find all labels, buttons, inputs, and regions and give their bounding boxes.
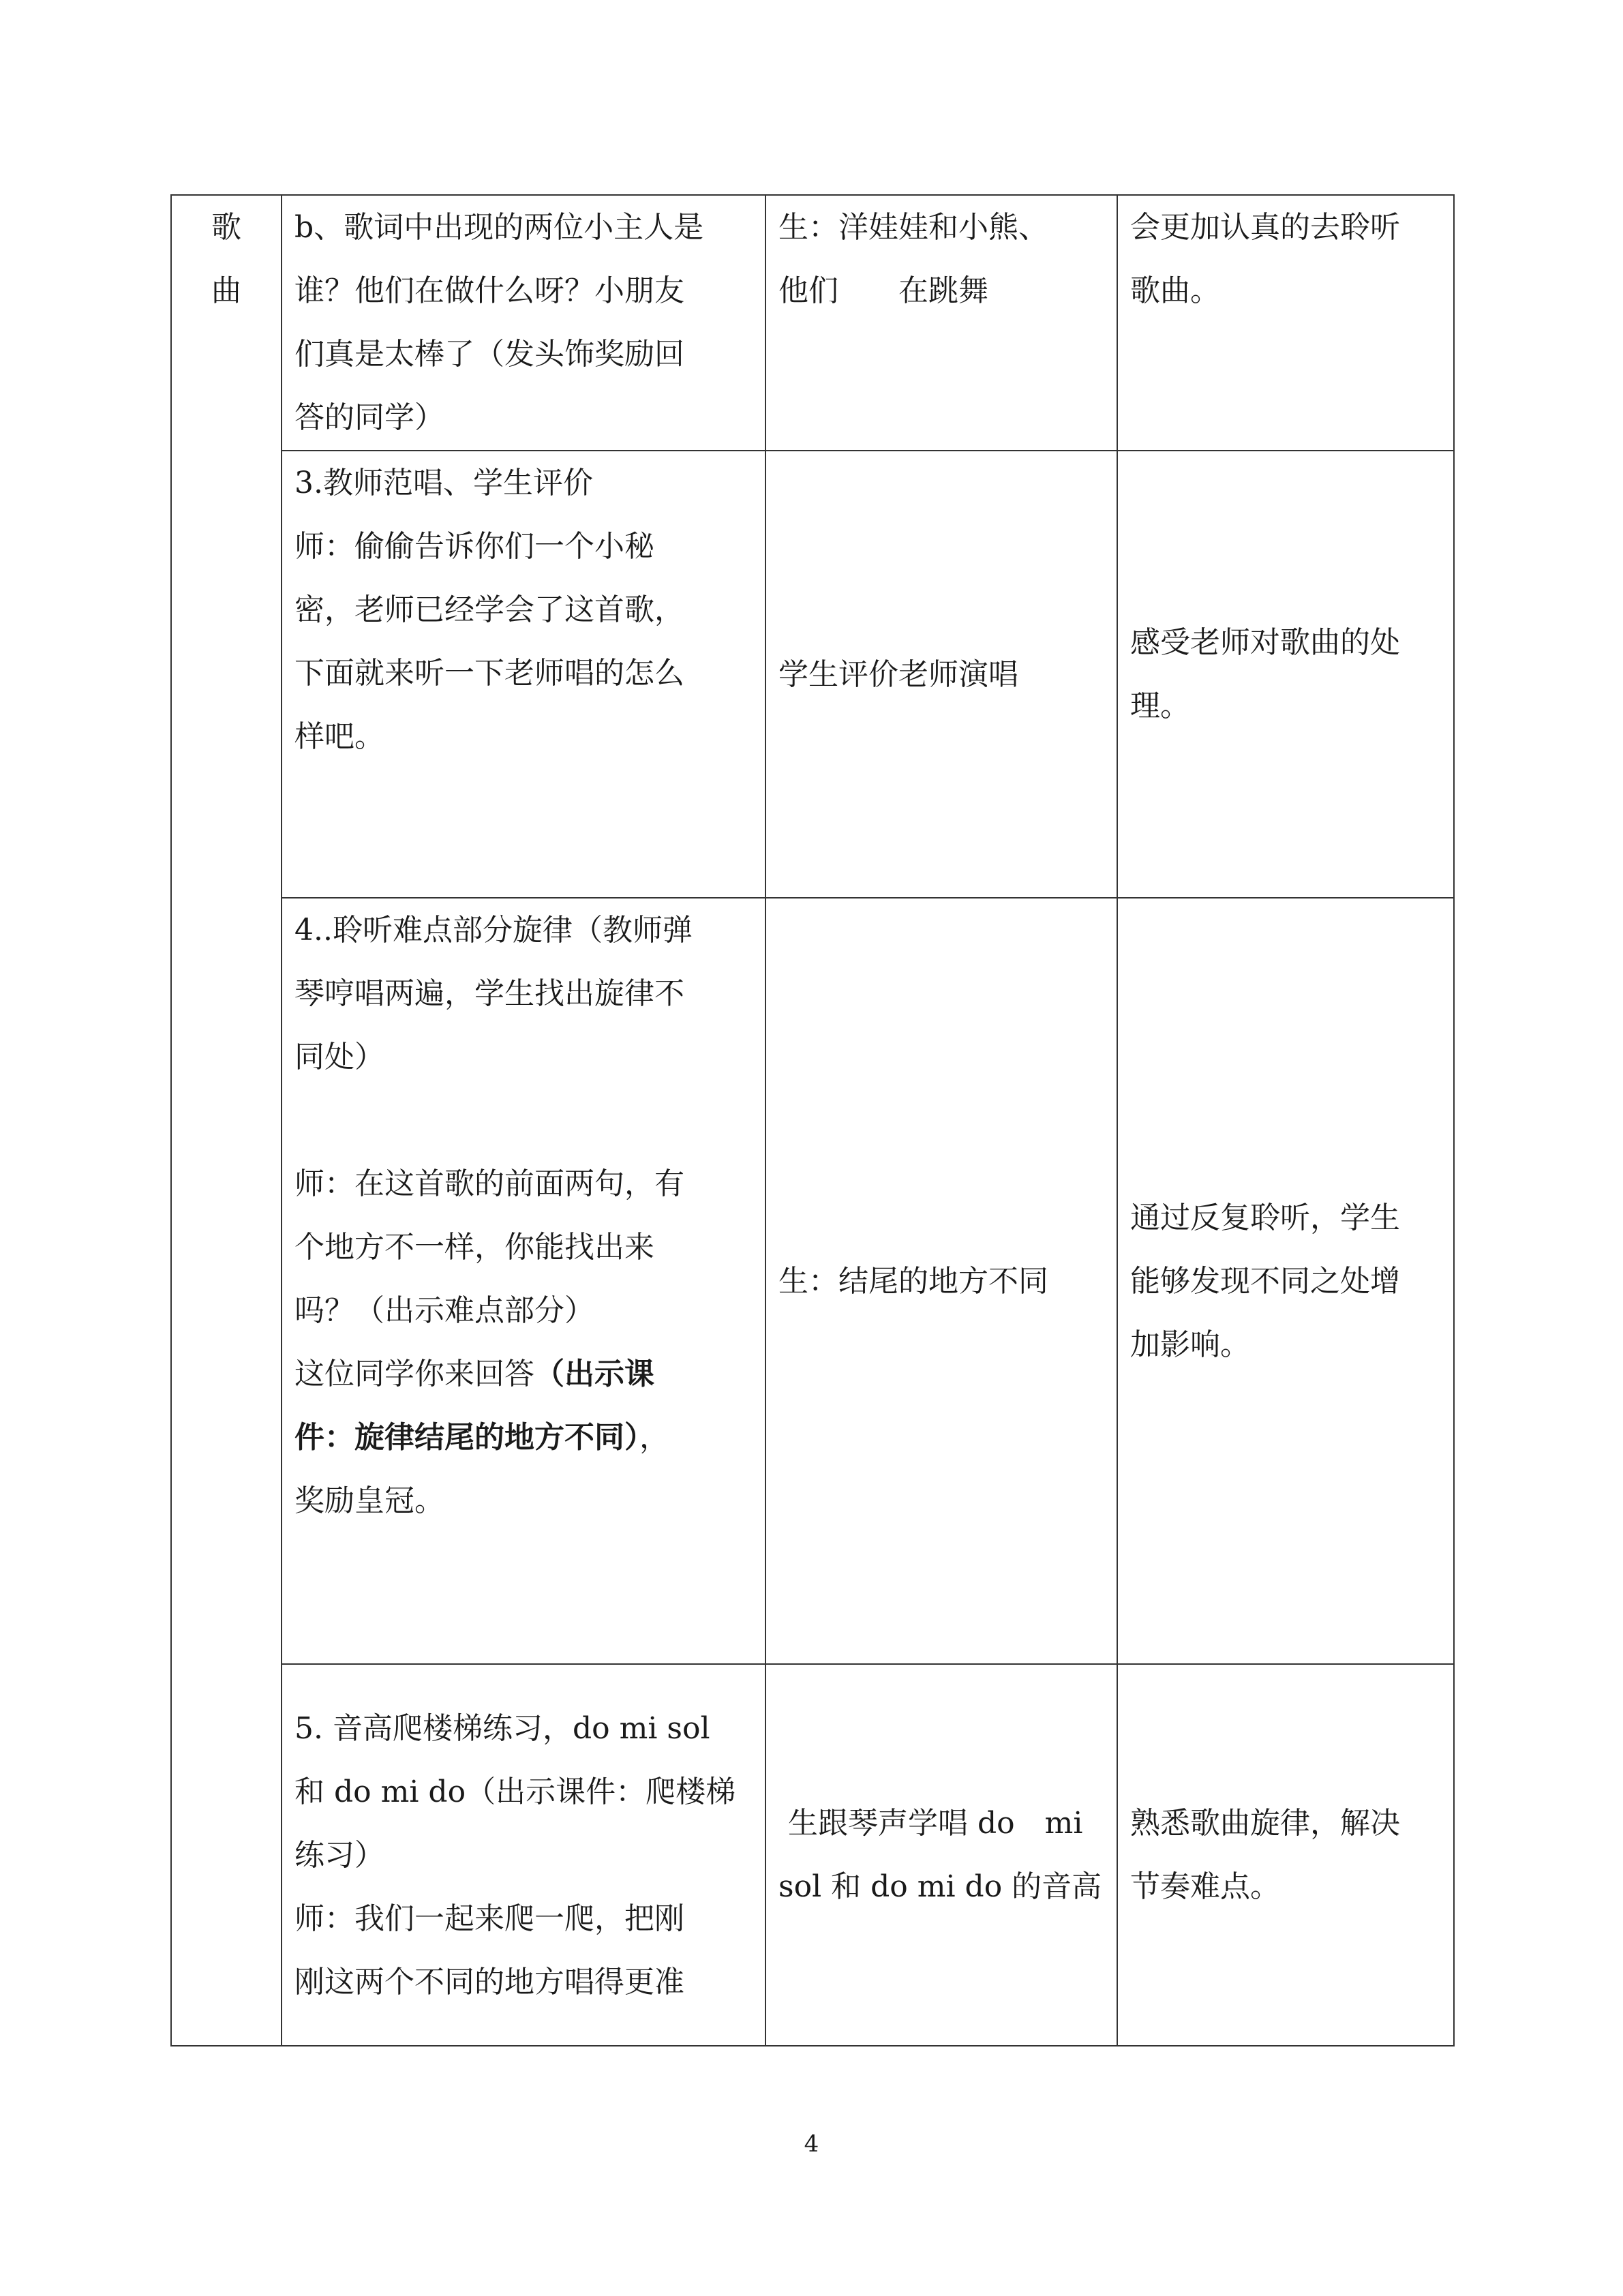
table-row [171,451,1454,898]
text-line: 师：偷偷告诉你们一个小秘 [294,529,654,564]
lesson-plan-table [170,194,1455,2046]
text-line: sol 和 do mi do 的音高 [778,1869,1102,1904]
text-line: 个地方不一样，你能找出来 [294,1230,654,1265]
design-intent-cell [1117,451,1454,898]
teacher-activity-cell [282,1664,765,2046]
bold-text: 件：旋律结尾的地方不同） [294,1420,639,1455]
text-line: 同处） [294,1040,384,1074]
text-line: 刚这两个不同的地方唱得更准 [294,1965,684,1999]
bold-text: （出示课 [534,1357,654,1391]
text-line: 密，老师已经学会了这首歌， [294,592,684,627]
text-line: 生：洋娃娃和小熊、 [778,210,1048,245]
text-line: 下面就来听一下老师唱的怎么 [294,656,684,691]
section-label-char: 曲 [211,273,241,308]
text-line: 他们 在跳舞 [778,273,988,308]
design-intent-cell [1117,195,1454,451]
student-activity-cell [765,195,1117,451]
student-activity-cell [765,451,1117,898]
text-line: 生跟琴声学唱 do mi [778,1806,1083,1841]
section-label-cell [171,195,282,2046]
text-line: 3.教师范唱、学生评价 [294,466,593,500]
design-intent-cell [1117,1664,1454,2046]
text-line: 师：我们一起来爬一爬，把刚 [294,1901,684,1936]
text-line: 师：在这首歌的前面两句，有 [294,1166,684,1201]
text-line: 加影响。 [1130,1327,1250,1362]
text-line: 能够发现不同之处增 [1130,1263,1400,1299]
design-intent-cell [1117,898,1454,1664]
text-line [294,1406,753,1469]
text-line: 琴哼唱两遍，学生找出旋律不 [294,976,684,1011]
text-line: 练习） [294,1838,384,1873]
page-number: 4 [804,2130,819,2158]
teacher-activity-cell [282,451,765,898]
text-line [294,1342,753,1406]
blank-line [294,1089,753,1152]
text-line: 5. 音高爬楼梯练习，do mi sol [294,1711,710,1746]
student-activity-cell [765,898,1117,1664]
text-line: 会更加认真的去聆听 [1130,210,1400,245]
text-line: b、歌词中出现的两位小主人是 [294,210,704,245]
table-row [171,1664,1454,2046]
text-line: 熟悉歌曲旋律，解决 [1130,1806,1400,1841]
text-line: 理。 [1130,689,1190,723]
teacher-activity-cell [282,898,765,1664]
text-line: 歌曲。 [1130,273,1220,308]
plain-text: ， [639,1420,669,1455]
text-line: 吗？（出示难点部分） [294,1293,594,1328]
text-line: 和 do mi do（出示课件：爬楼梯 [294,1774,736,1809]
text-line: 生：结尾的地方不同 [778,1263,1048,1299]
text-line: 奖励皇冠。 [294,1483,444,1518]
table-row [171,898,1454,1664]
text-line: 们真是太棒了（发头饰奖励回 [294,337,684,372]
text-line: 谁？他们在做什么呀？小朋友 [294,273,684,308]
text-line: 答的同学） [294,400,444,435]
section-label-char: 歌 [211,210,241,245]
student-activity-cell [765,1664,1117,2046]
text-line: 样吧。 [294,719,384,754]
text-line: 通过反复聆听，学生 [1130,1200,1400,1235]
text-line: 学生评价老师演唱 [778,656,1018,692]
plain-text: 这位同学你来回答 [294,1357,534,1391]
teacher-activity-cell [282,195,765,451]
text-line: 4..聆听难点部分旋律（教师弹 [294,913,693,948]
text-line: 感受老师对歌曲的处 [1130,625,1400,660]
text-line: 节奏难点。 [1130,1869,1280,1904]
table-row [171,195,1454,451]
